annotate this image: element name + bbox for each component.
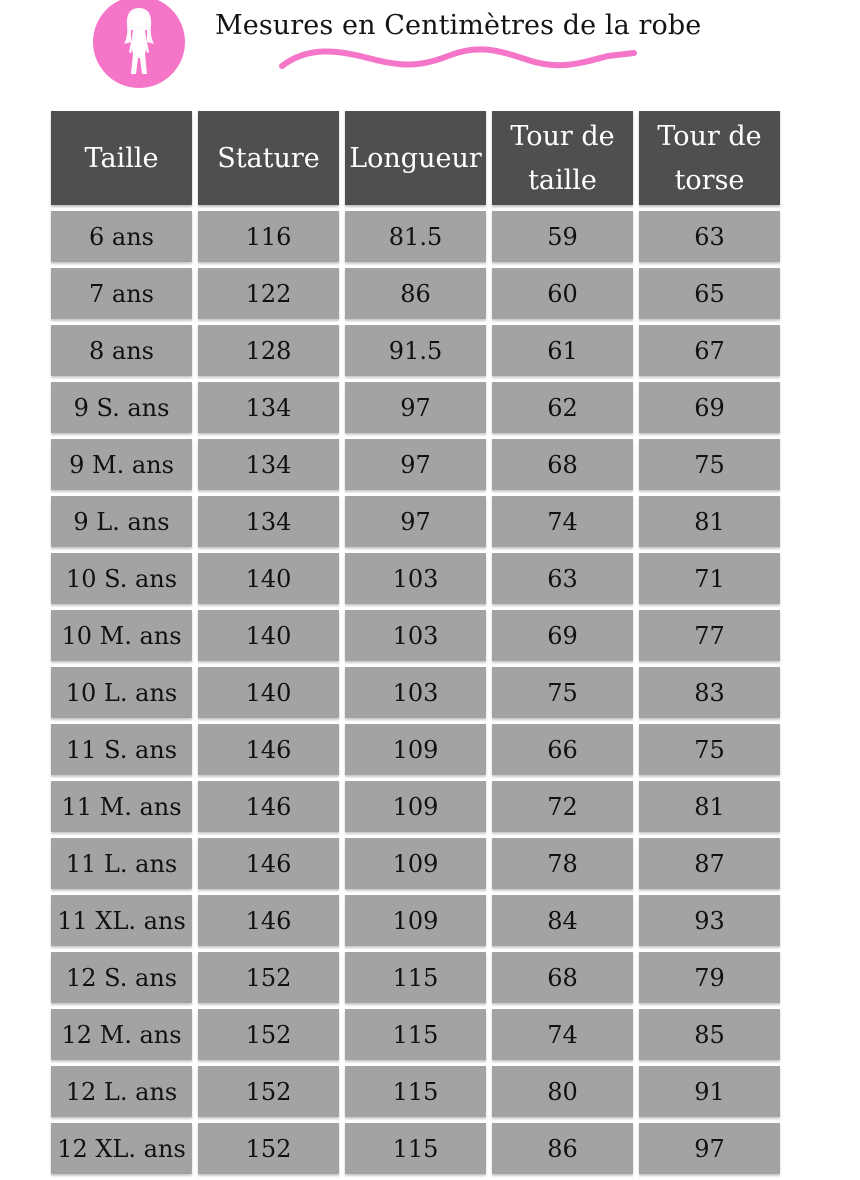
cell-tour-de-taille: 75	[492, 667, 633, 718]
cell-tour-de-torse: 91	[639, 1066, 780, 1117]
cell-taille: 12 XL. ans	[51, 1123, 192, 1174]
cell-longueur: 86	[345, 268, 486, 319]
cell-tour-de-torse: 77	[639, 610, 780, 661]
cell-tour-de-taille: 68	[492, 952, 633, 1003]
cell-stature: 122	[198, 268, 339, 319]
cell-longueur: 115	[345, 1123, 486, 1174]
table-row	[51, 211, 780, 262]
table-row	[51, 1123, 780, 1174]
cell-tour-de-taille: 66	[492, 724, 633, 775]
cell-longueur: 109	[345, 724, 486, 775]
cell-tour-de-taille: 60	[492, 268, 633, 319]
cell-tour-de-taille: 84	[492, 895, 633, 946]
cell-taille: 10 S. ans	[51, 553, 192, 604]
table-row	[51, 553, 780, 604]
decorative-wave	[278, 44, 638, 74]
cell-tour-de-torse: 79	[639, 952, 780, 1003]
column-header-stature: Stature	[198, 111, 339, 205]
table-row	[51, 781, 780, 832]
cell-tour-de-torse: 83	[639, 667, 780, 718]
cell-tour-de-torse: 85	[639, 1009, 780, 1060]
column-header-taille: Taille	[51, 111, 192, 205]
table-row	[51, 1066, 780, 1117]
cell-taille: 9 L. ans	[51, 496, 192, 547]
table-row	[51, 838, 780, 889]
cell-longueur: 103	[345, 553, 486, 604]
table-body	[51, 211, 780, 1174]
cell-taille: 8 ans	[51, 325, 192, 376]
cell-taille: 7 ans	[51, 268, 192, 319]
table-row	[51, 439, 780, 490]
cell-tour-de-taille: 80	[492, 1066, 633, 1117]
cell-stature: 152	[198, 952, 339, 1003]
cell-stature: 146	[198, 838, 339, 889]
table-row	[51, 325, 780, 376]
cell-tour-de-taille: 61	[492, 325, 633, 376]
table-row	[51, 952, 780, 1003]
cell-stature: 140	[198, 610, 339, 661]
cell-tour-de-torse: 81	[639, 496, 780, 547]
cell-longueur: 115	[345, 952, 486, 1003]
cell-tour-de-taille: 86	[492, 1123, 633, 1174]
table-header-row	[51, 111, 780, 205]
cell-longueur: 103	[345, 667, 486, 718]
cell-longueur: 115	[345, 1009, 486, 1060]
cell-taille: 11 L. ans	[51, 838, 192, 889]
tour-de-torse-label: Tour de torse	[657, 121, 762, 196]
cell-tour-de-torse: 67	[639, 325, 780, 376]
cell-taille: 12 M. ans	[51, 1009, 192, 1060]
cell-stature: 128	[198, 325, 339, 376]
cell-tour-de-taille: 78	[492, 838, 633, 889]
cell-taille: 11 XL. ans	[51, 895, 192, 946]
size-table	[45, 105, 786, 1180]
cell-taille: 11 S. ans	[51, 724, 192, 775]
cell-longueur: 109	[345, 781, 486, 832]
logo-badge	[93, 0, 185, 88]
cell-stature: 140	[198, 553, 339, 604]
table-row	[51, 382, 780, 433]
page-title: Mesures en Centimètres de la robe	[215, 10, 702, 41]
cell-tour-de-torse: 75	[639, 724, 780, 775]
column-header-longueur: Longueur	[345, 111, 486, 205]
cell-tour-de-torse: 71	[639, 553, 780, 604]
table-row	[51, 496, 780, 547]
cell-tour-de-torse: 97	[639, 1123, 780, 1174]
cell-taille: 11 M. ans	[51, 781, 192, 832]
cell-tour-de-torse: 65	[639, 268, 780, 319]
cell-longueur: 91.5	[345, 325, 486, 376]
cell-stature: 134	[198, 439, 339, 490]
cell-tour-de-taille: 59	[492, 211, 633, 262]
cell-tour-de-taille: 68	[492, 439, 633, 490]
table-row	[51, 667, 780, 718]
cell-taille: 9 S. ans	[51, 382, 192, 433]
cell-longueur: 97	[345, 439, 486, 490]
cell-longueur: 109	[345, 838, 486, 889]
cell-stature: 152	[198, 1009, 339, 1060]
cell-tour-de-torse: 69	[639, 382, 780, 433]
cell-taille: 10 M. ans	[51, 610, 192, 661]
cell-tour-de-taille: 69	[492, 610, 633, 661]
cell-stature: 152	[198, 1123, 339, 1174]
cell-longueur: 81.5	[345, 211, 486, 262]
column-header-tour-de-taille	[492, 111, 633, 205]
cell-longueur: 103	[345, 610, 486, 661]
cell-stature: 146	[198, 724, 339, 775]
dress-figure-icon	[93, 0, 185, 88]
cell-taille: 9 M. ans	[51, 439, 192, 490]
table-row	[51, 1009, 780, 1060]
cell-taille: 12 L. ans	[51, 1066, 192, 1117]
cell-tour-de-torse: 81	[639, 781, 780, 832]
table-row	[51, 895, 780, 946]
cell-tour-de-taille: 63	[492, 553, 633, 604]
cell-longueur: 109	[345, 895, 486, 946]
cell-tour-de-taille: 62	[492, 382, 633, 433]
cell-tour-de-torse: 75	[639, 439, 780, 490]
cell-stature: 134	[198, 382, 339, 433]
table-row	[51, 724, 780, 775]
cell-tour-de-taille: 74	[492, 496, 633, 547]
cell-stature: 152	[198, 1066, 339, 1117]
cell-longueur: 97	[345, 496, 486, 547]
cell-stature: 146	[198, 895, 339, 946]
cell-tour-de-taille: 74	[492, 1009, 633, 1060]
tour-de-taille-label: Tour de taille	[510, 121, 615, 196]
cell-stature: 140	[198, 667, 339, 718]
table-row	[51, 610, 780, 661]
cell-tour-de-torse: 87	[639, 838, 780, 889]
table-row	[51, 268, 780, 319]
cell-stature: 134	[198, 496, 339, 547]
cell-longueur: 97	[345, 382, 486, 433]
cell-taille: 6 ans	[51, 211, 192, 262]
cell-stature: 116	[198, 211, 339, 262]
cell-taille: 12 S. ans	[51, 952, 192, 1003]
cell-taille: 10 L. ans	[51, 667, 192, 718]
cell-tour-de-torse: 93	[639, 895, 780, 946]
cell-tour-de-taille: 72	[492, 781, 633, 832]
column-header-tour-de-torse	[639, 111, 780, 205]
cell-longueur: 115	[345, 1066, 486, 1117]
cell-stature: 146	[198, 781, 339, 832]
cell-tour-de-torse: 63	[639, 211, 780, 262]
